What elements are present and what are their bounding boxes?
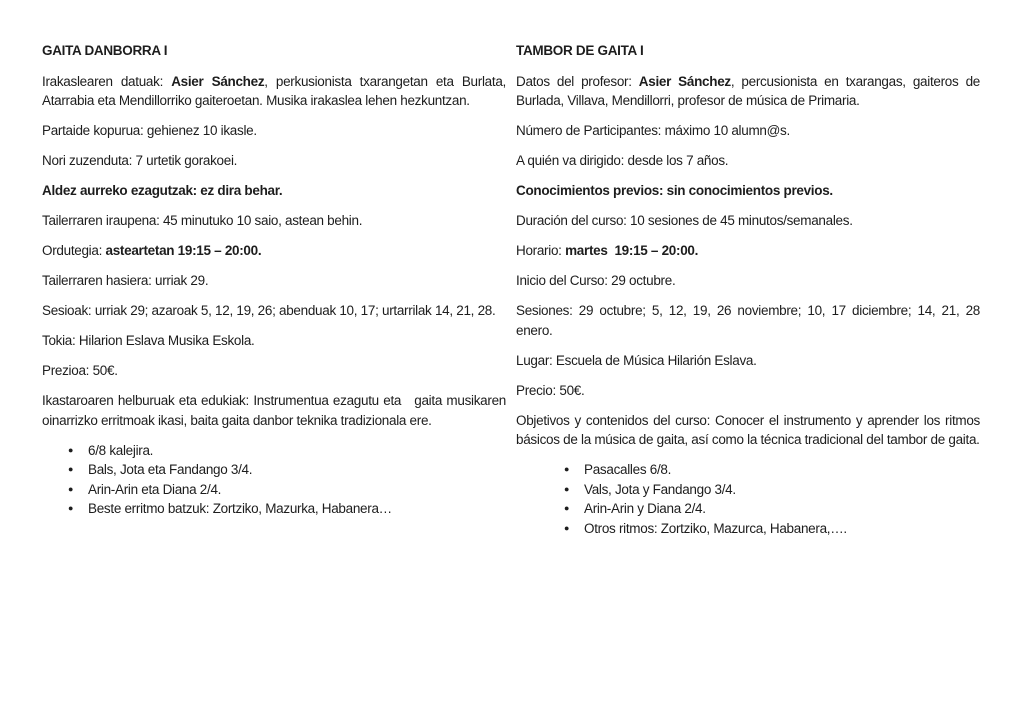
text-segment: Sesioak: urriak 29; azaroak 5, 12, 19, 26; abenduak 10, 17; urtarrilak 14, 21, 28. <box>42 303 496 318</box>
paragraph <box>516 211 980 231</box>
text-segment: Ikastaroaren helburuak eta edukiak: Instrumentua ezagutu eta gaita musikaren oinarrizko erritmoak ikasi, baita gaita danbor teknika tradizionala ere. <box>42 393 506 428</box>
list-item-text: Pasacalles 6/8. <box>584 462 672 477</box>
text-segment: Duración del curso: 10 sesiones de 45 minutos/semanales. <box>516 213 853 228</box>
paragraph <box>516 121 980 141</box>
text-segment: Datos del profesor: <box>516 73 639 89</box>
text-segment: martes 19:15 – 20:00. <box>565 243 699 258</box>
list-item <box>68 499 506 519</box>
text-segment: Aldez aurreko ezagutzak: ez dira behar. <box>42 183 283 198</box>
list-item-text: Arin-Arin eta Diana 2/4. <box>88 481 222 497</box>
text-segment: Tailerraren iraupena: 45 minutuko 10 saio, astean behin. <box>42 213 363 228</box>
paragraph <box>516 151 980 171</box>
bullet-list <box>516 460 980 538</box>
paragraph <box>42 271 506 291</box>
list-item-text: Beste erritmo batzuk: Zortziko, Mazurka, Habanera… <box>88 501 392 516</box>
text-segment: Número de Participantes: máximo 10 alumn@s. <box>516 123 790 138</box>
text-segment: Prezioa: 50€. <box>42 363 118 378</box>
bullet-icon: ● <box>564 503 570 513</box>
text-segment: , percusionista en txarangas, gaiteros de Burlada, Villava, Mendillorri, profesor de música de Primaria. <box>516 73 980 108</box>
list-item-text: Bals, Jota eta Fandango 3/4. <box>88 462 253 477</box>
list-item-text: 6/8 kalejira. <box>88 442 154 458</box>
text-segment: Precio: 50€. <box>516 382 585 398</box>
list-item <box>68 441 506 461</box>
bullet-icon: ● <box>68 503 74 513</box>
text-segment: Nori zuzenduta: 7 urtetik gorakoei. <box>42 153 238 168</box>
paragraph <box>516 351 980 371</box>
text-segment: Objetivos y contenidos del curso: Conocer el instrumento y aprender los ritmos básicos de la música de gaita, así como la técnica tradicional del tambor de gaita. <box>516 412 980 447</box>
text-segment: Irakaslearen datuak: <box>42 73 172 89</box>
course-column-basque <box>42 41 506 549</box>
text-segment: asteartetan 19:15 – 20:00. <box>105 243 262 258</box>
list-item-text: Arin-Arin y Diana 2/4. <box>584 501 706 516</box>
paragraph <box>516 381 980 401</box>
text-segment: Lugar: Escuela de Música Hilarión Eslava. <box>516 352 757 368</box>
paragraph <box>516 181 980 201</box>
paragraph <box>516 241 980 261</box>
list-item <box>564 480 980 500</box>
text-segment: Inicio del Curso: 29 octubre. <box>516 273 676 288</box>
column-title: GAITA DANBORRA I <box>42 43 168 58</box>
paragraph <box>516 301 980 340</box>
text-segment: Partaide kopurua: gehienez 10 ikasle. <box>42 123 257 138</box>
text-segment: A quién va dirigido: desde los 7 años. <box>516 153 729 168</box>
paragraph <box>42 181 506 201</box>
paragraph <box>516 72 980 111</box>
text-segment: , perkusionista txarangetan eta Burlata, Atarrabia eta Mendillorriko gaiteroetan. Musika irakaslea lehen hezkuntzan. <box>42 73 506 108</box>
list-item <box>68 460 506 480</box>
bullet-icon: ● <box>68 464 74 474</box>
paragraph <box>42 361 506 381</box>
column-title: TAMBOR DE GAITA I <box>516 43 644 58</box>
text-segment: Horario: <box>516 243 566 258</box>
text-segment: Conocimientos previos: sin conocimientos previos. <box>516 183 833 198</box>
paragraph <box>42 121 506 141</box>
paragraph <box>42 331 506 351</box>
text-segment: Tailerraren hasiera: urriak 29. <box>42 273 209 288</box>
list-item <box>564 519 980 539</box>
text-segment: Asier Sánchez <box>638 73 731 89</box>
course-column-spanish <box>516 41 980 549</box>
paragraph <box>42 391 506 430</box>
paragraph <box>516 411 980 450</box>
bullet-icon: ● <box>68 444 74 455</box>
text-segment: Tokia: Hilarion Eslava Musika Eskola. <box>42 333 255 348</box>
list-item <box>68 480 506 500</box>
paragraph <box>516 271 980 291</box>
text-segment: Ordutegia: <box>42 243 106 258</box>
text-segment: Sesiones: 29 octubre; 5, 12, 19, 26 noviembre; 10, 17 diciembre; 14, 21, 28 enero. <box>516 303 980 338</box>
bullet-icon: ● <box>564 464 570 474</box>
paragraph <box>42 151 506 171</box>
text-segment: Asier Sánchez <box>171 73 265 89</box>
paragraph <box>42 301 506 321</box>
list-item-text: Vals, Jota y Fandango 3/4. <box>584 481 736 497</box>
bullet-icon: ● <box>564 483 570 494</box>
paragraph <box>42 72 506 111</box>
paragraph <box>42 241 506 261</box>
bullet-list <box>42 441 506 519</box>
bullet-icon: ● <box>564 522 570 533</box>
list-item-text: Otros ritmos: Zortziko, Mazurca, Habanera,…. <box>584 520 847 536</box>
list-item <box>564 460 980 480</box>
paragraph <box>42 211 506 231</box>
list-item <box>564 499 980 519</box>
bullet-icon: ● <box>68 483 74 494</box>
